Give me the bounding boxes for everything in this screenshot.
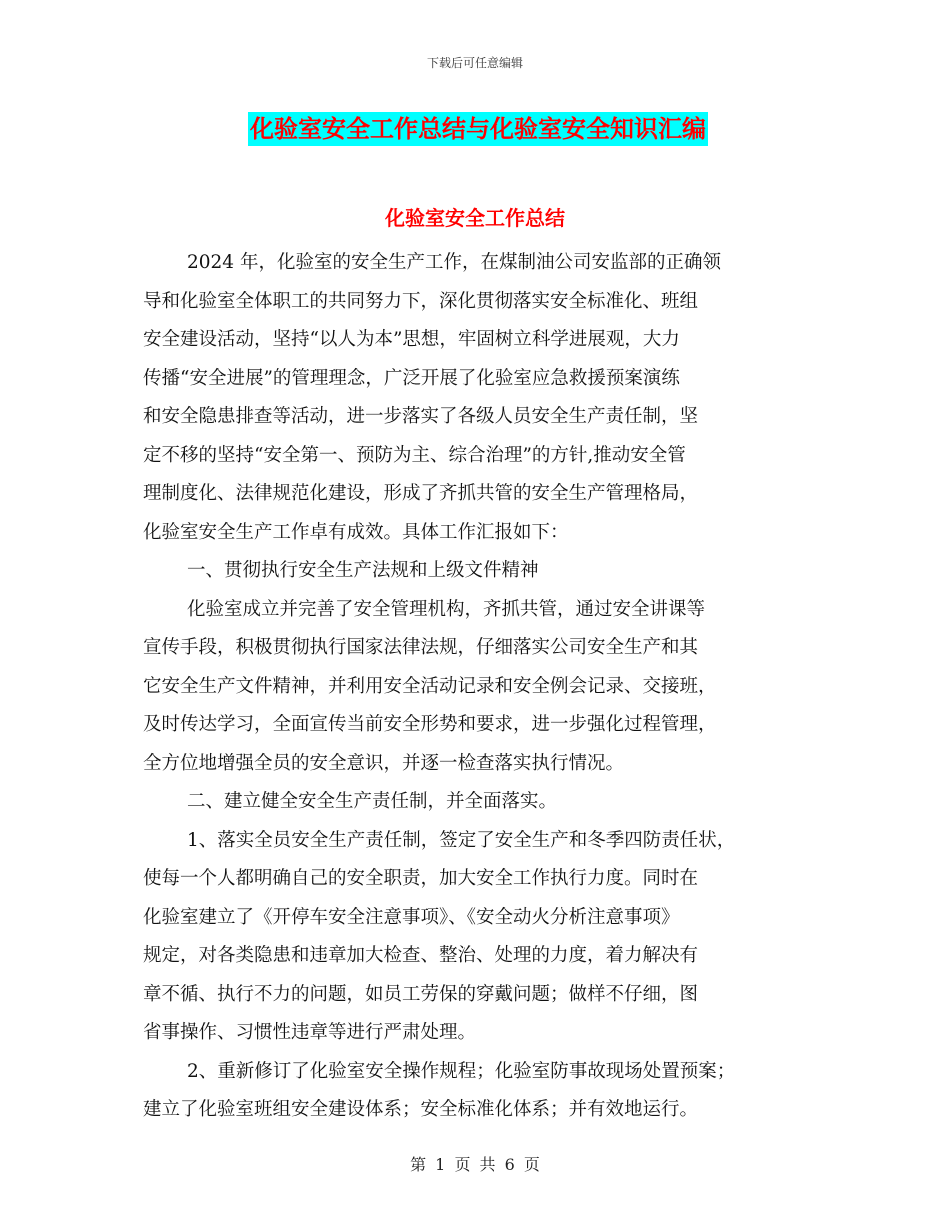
paragraph-line: 2、重新修订了化验室安全操作规程；化验室防事故现场处置预案； (187, 1060, 736, 1082)
section-title: 化验室安全工作总结 (385, 206, 565, 230)
paragraph-line: 它安全生产文件精神，并利用安全活动记录和安全例会记录、交接班， (143, 675, 717, 697)
page-footer: 第 1 页 共 6 页 (410, 1155, 540, 1174)
paragraph-line: 导和化验室全体职工的共同努力下，深化贯彻落实安全标准化、班组 (143, 290, 699, 312)
header-note: 下载后可任意编辑 (426, 56, 523, 70)
paragraph-line: 规定，对各类隐患和违章加大检查、整治、处理的力度，着力解决有 (143, 945, 699, 966)
subheading-line: 二、建立健全安全生产责任制，并全面落实。 (187, 791, 558, 812)
paragraph-line: 化验室成立并完善了安全管理机构，齐抓共管，通过安全讲课等 (187, 598, 706, 620)
paragraph-line: 传播“安全进展”的管理理念，广泛开展了化验室应急救援预案演练 (143, 367, 680, 389)
paragraph-line: 2024 年，化验室的安全生产工作，在煤制油公司安监部的正确领 (187, 252, 721, 273)
subheading-line: 一、贯彻执行安全生产法规和上级文件精神 (187, 560, 539, 581)
paragraph-line: 宣传手段，积极贯彻执行国家法律法规，仔细落实公司安全生产和其 (143, 637, 699, 658)
paragraph-line: 和安全隐患排查等活动，进一步落实了各级人员安全生产责任制，坚 (143, 406, 699, 427)
paragraph-line: 使每一个人都明确自己的安全职责，加大安全工作执行力度。同时在 (143, 868, 699, 889)
body-text (143, 244, 823, 1130)
paragraph-line: 安全建设活动，坚持“以人为本”思想，牢固树立科学进展观，大力 (143, 329, 680, 350)
paragraph-line: 全方位地增强全员的安全意识，并逐一检查落实执行情况。 (143, 752, 625, 774)
paragraph-line: 及时传达学习，全面宣传当前安全形势和要求，进一步强化过程管理， (143, 714, 717, 735)
paragraph-line: 省事操作、习惯性违章等进行严肃处理。 (143, 1022, 477, 1043)
paragraph-line: 化验室建立了《开停车安全注意事项》、《安全动火分析注意事项》 (143, 906, 680, 928)
document-title: 化验室安全工作总结与化验室安全知识汇编 (248, 112, 708, 146)
paragraph-line: 章不循、执行不力的问题，如员工劳保的穿戴问题；做样不仔细，图 (143, 983, 699, 1005)
paragraph-line: 1、落实全员安全生产责任制，签定了安全生产和冬季四防责任状， (187, 829, 736, 851)
paragraph-line: 定不移的坚持“安全第一、预防为主、综合治理”的方针,推动安全管 (143, 444, 686, 466)
paragraph-line: 建立了化验室班组安全建设体系；安全标准化体系；并有效地运行。 (143, 1099, 699, 1120)
paragraph-line: 理制度化、法律规范化建设，形成了齐抓共管的安全生产管理格局， (143, 483, 699, 504)
paragraph-line: 化验室安全生产工作卓有成效。具体工作汇报如下： (143, 521, 569, 543)
